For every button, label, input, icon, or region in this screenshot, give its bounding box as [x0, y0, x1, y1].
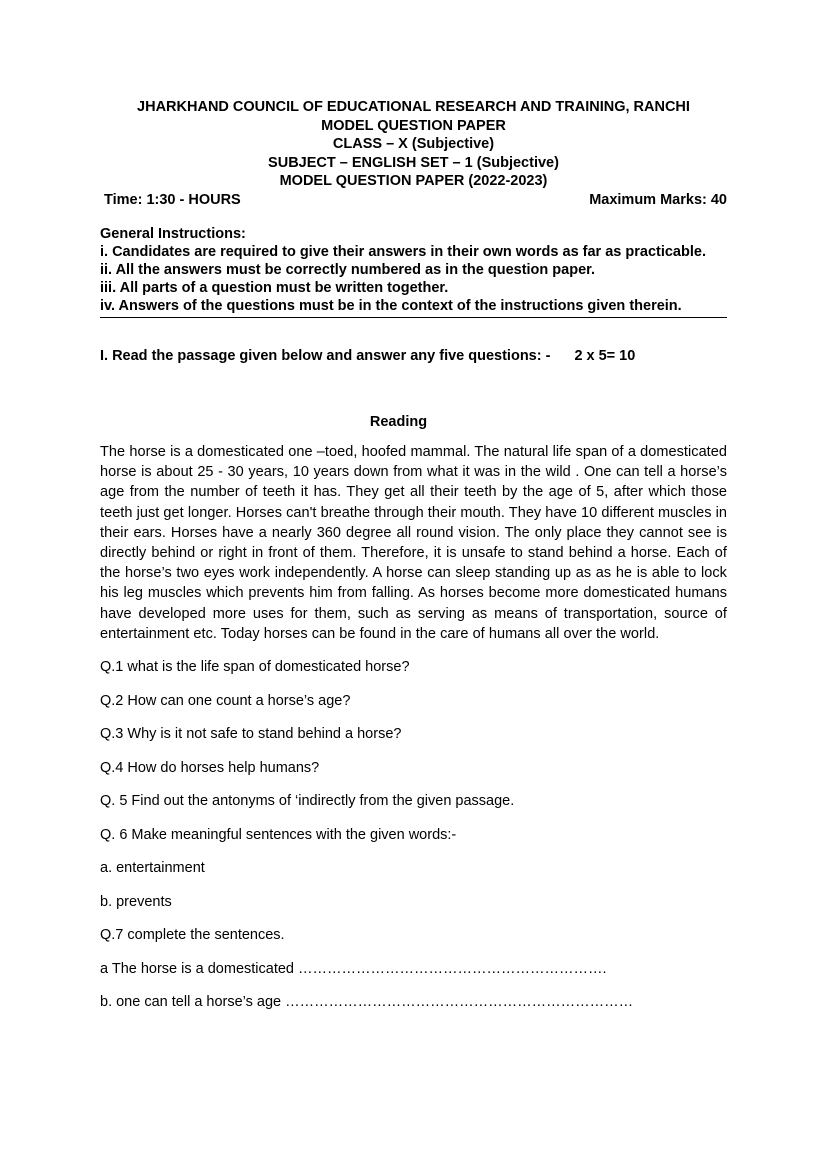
- reading-passage: The horse is a domesticated one –toed, hoofed mammal. The natural life span of a domesticated horse is about 25 - 30 years, 10 years down from what it was in the wild . One can tell a horse’s age from the number of teeth it has. They get all their teeth by the age of 5, after which those teeth just get longer. Horses can't breathe through their mouth. They have 10 different muscles in their ears. Horses have a nearly 360 degree all round vision. The only place they cannot see is directly behind or right in front of them. Therefore, it is unsafe to stand behind a horse. Each of the horse’s two eyes work independently. A horse can sleep standing up as as he is able to lock his leg muscles which prevents him from falling. As horses become more domesticated humans have developed more uses for them, such as serving as means of transportation, source of entertainment etc. Today horses can be found in the care of humans all over the world.: [100, 444, 727, 642]
- subject-line: SUBJECT – ENGLISH SET – 1 (Subjective): [268, 154, 559, 171]
- header: [100, 98, 727, 191]
- question: Q.3 Why is it not safe to stand behind a horse?: [100, 726, 402, 743]
- divider: [100, 317, 727, 318]
- question-subitem: b. prevents: [100, 893, 172, 910]
- instructions-title: General Instructions:: [100, 226, 246, 242]
- section-marks: 2 x 5= 10: [574, 348, 636, 364]
- time-duration: Time: 1:30 - HOURS: [104, 191, 241, 208]
- question: Q. 5 Find out the antonyms of ‘indirectly from the given passage.: [100, 793, 515, 810]
- council-name: JHARKHAND COUNCIL OF EDUCATIONAL RESEARCH AND TRAINING, RANCHI: [137, 99, 690, 115]
- general-instructions: [100, 225, 727, 315]
- instruction-item: iv. Answers of the questions must be in the context of the instructions given therein.: [100, 298, 682, 314]
- question-subitem: a. entertainment: [100, 860, 205, 877]
- fill-in-sentence: b. one can tell a horse’s age ………………………………………………………………: [100, 994, 634, 1011]
- maximum-marks: Maximum Marks: 40: [589, 191, 727, 208]
- question-paper: [100, 98, 727, 1012]
- section-heading: [100, 348, 727, 364]
- time-marks-row: [100, 191, 727, 210]
- class-line: CLASS – X (Subjective): [332, 136, 495, 152]
- question: Q.7 complete the sentences.: [100, 927, 285, 944]
- reading-title: Reading: [369, 414, 428, 430]
- question: Q.2 How can one count a horse’s age?: [100, 692, 351, 709]
- instruction-item: iii. All parts of a question must be written together.: [100, 280, 449, 296]
- paper-title: MODEL QUESTION PAPER: [321, 117, 506, 134]
- fill-in-sentence: a The horse is a domesticated ……………………………………………………….: [100, 960, 607, 977]
- question: Q. 6 Make meaningful sentences with the given words:-: [100, 826, 457, 843]
- section-instruction: I. Read the passage given below and answer any five questions: -: [100, 348, 551, 364]
- instruction-item: i. Candidates are required to give their answers in their own words as far as practicable.: [100, 244, 706, 260]
- instruction-item: ii. All the answers must be correctly numbered as in the question paper.: [100, 262, 596, 278]
- question: Q.1 what is the life span of domesticated horse?: [100, 659, 410, 676]
- question: Q.4 How do horses help humans?: [100, 759, 320, 776]
- session-line: MODEL QUESTION PAPER (2022-2023): [279, 173, 548, 189]
